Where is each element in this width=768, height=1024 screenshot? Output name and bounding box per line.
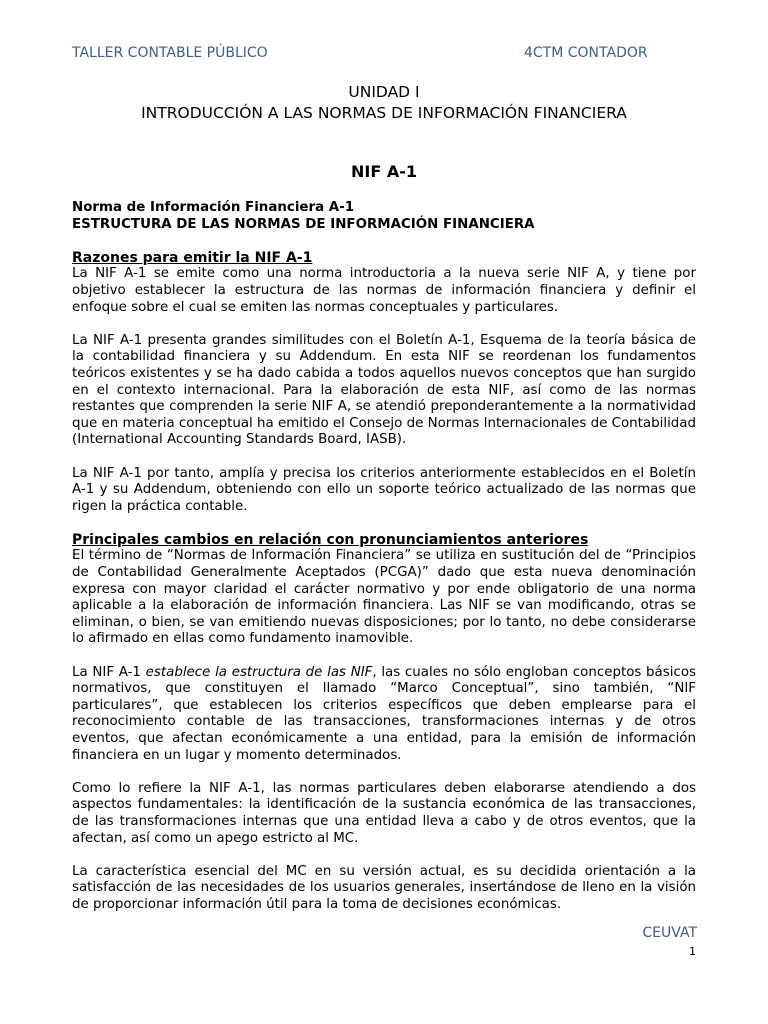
- footer-institution: CEUVAT: [642, 925, 697, 941]
- paragraph: La NIF A-1 se emite como una norma introductoria a la nueva serie NIF A, y tiene por objetivo establecer la estructura de las normas de información financiera y definir el enfoque sobre el cual se emiten las normas conceptuales y particulares.: [72, 266, 696, 315]
- paragraph: La NIF A-1 por tanto, amplía y precisa los criterios anteriormente establecidos en el Boletín A-1 y su Addendum, obteniendo con ello un soporte teórico actualizado de las normas que rigen la práctica contable.: [72, 465, 696, 514]
- paragraph-rest: , las cuales no sólo engloban conceptos básicos normativos, que constituyen el llamado “Marco Conceptual”, sino también, “NIF particulares”, que establecen los criterios específicos que deben emplearse para el reconocimiento contable de las transacciones, transformaciones internas y de otros eventos, que afectan económicamente a una entidad, para la emisión de información financiera en un lugar y momento determinados.: [72, 664, 696, 763]
- paragraph-emphasis: establece la estructura de las NIF: [145, 664, 373, 680]
- unit-subtitle: INTRODUCCIÓN A LAS NORMAS DE INFORMACIÓN FINANCIERA: [141, 104, 627, 122]
- paragraph: El término de “Normas de Información Financiera” se utiliza en sustitución del de “Principios de Contabilidad Generalmente Aceptados (PCGA)” dado que esta nueva denominación expresa con mayor claridad el carácter normativo y por ende obligatorio de una norma aplicable a la elaboración de información financiera. Las NIF se van modificando, otras se eliminan, o bien, se van emitiendo nuevas disposiciones; por lo tanto, no debe considerarse lo afirmado en ellas como fundamento inamovible.: [72, 548, 696, 647]
- header-course-name: TALLER CONTABLE PÚBLICO: [72, 45, 268, 61]
- norm-name: Norma de Información Financiera A-1: [72, 200, 355, 215]
- norm-structure-title: ESTRUCTURA DE LAS NORMAS DE INFORMACIÓN FINANCIERA: [72, 216, 535, 232]
- nif-heading: NIF A-1: [351, 162, 417, 181]
- paragraph: La característica esencial del MC en su versión actual, es su decidida orientación a la satisfacción de las necesidades de los usuarios generales, insertándose de lleno en la visión de proporcionar información útil para la toma de decisiones económicas.: [72, 863, 696, 912]
- section-heading-changes: Principales cambios en relación con pronunciamientos anteriores: [72, 531, 589, 548]
- paragraph: Como lo refiere la NIF A-1, las normas particulares deben elaborarse atendiendo a dos aspectos fundamentales: la identificación de la sustancia económica de las transacciones, de las transformaciones internas que una entidad lleva a cabo y de otros eventos, que la afectan, así como un apego estricto al MC.: [72, 780, 696, 846]
- document-body: [72, 200, 696, 914]
- page-number: 1: [689, 945, 696, 958]
- unit-title: UNIDAD I: [348, 83, 420, 101]
- document-title: [0, 82, 768, 124]
- paragraph-start: La NIF A-1: [72, 664, 146, 680]
- paragraph: La NIF A-1 presenta grandes similitudes con el Boletín A-1, Esquema de la teoría básica de la contabilidad financiera y su Addendum. En esta NIF se reordenan los fundamentos teóricos existentes y se ha dado cabida a todos aquellos nuevos conceptos que han surgido en el contexto internacional. Para la elaboración de esta NIF, así como de las normas restantes que comprenden la serie NIF A, se atendió preponderantemente a la normatividad que en materia conceptual ha emitido el Consejo de Normas Internacionales de Contabilidad (International Accounting Standards Board, IASB).: [72, 332, 696, 448]
- section-heading-reasons: Razones para emitir la NIF A-1: [72, 249, 313, 266]
- header-group-name: 4CTM CONTADOR: [524, 45, 648, 61]
- paragraph: [72, 665, 696, 765]
